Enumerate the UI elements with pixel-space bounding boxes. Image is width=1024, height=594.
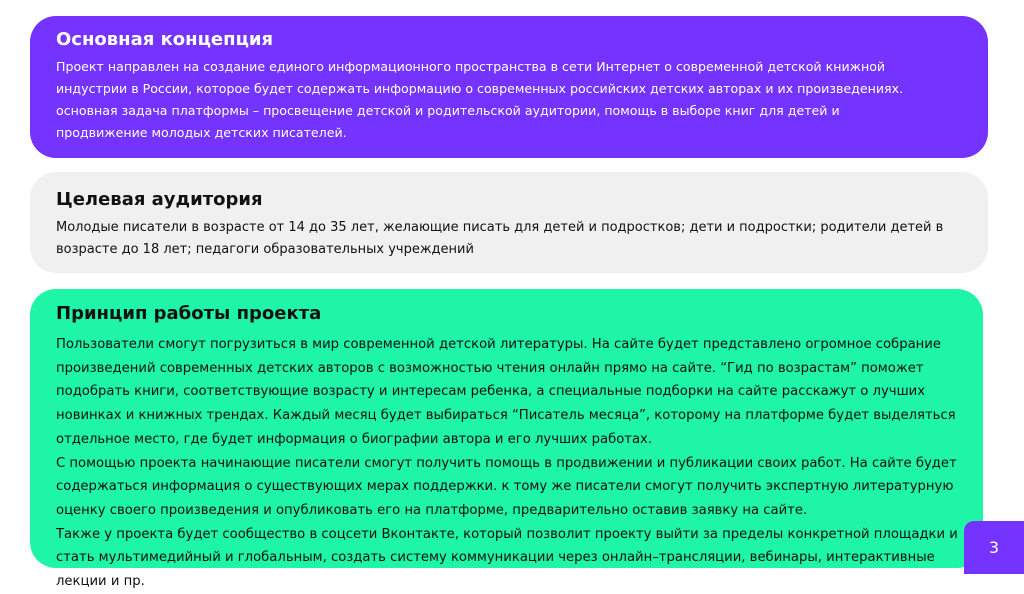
page-number-badge — [964, 521, 1024, 574]
principle-title: Принцип работы проекта — [56, 303, 322, 324]
page-number: 3 — [988, 538, 1000, 557]
principle-text: Пользователи смогут погрузиться в мир современной детской литературы. На сайте будет представлено огромное собрание произведений современных детских авторов с возможностью чтения онлайн прямо на сайте. “Гид по возрастам” поможет подобрать книги, соответствующие возрасту и интересам ребенка, а специальные подборки на сайте расскажут о лучших новинках и книжных трендах. Каждый месяц будет выбираться “Писатель месяца”, которому на платформе будет выделяться отдельное место, где будет информация о биографии автора и его лучших работах. С помощью проекта начинающие писатели смогут получить помощь в продвижении и публикации своих работ. На сайте будет содержаться информация о существующих мерах поддержки. к тому же писатели смогут получить экспертную литературную оценку своего произведения и опубликовать его на платформе, предварительно оставив заявку на сайте. Также у проекта будет сообщество в соцсети Вконтакте, который позволит проекту выйти за пределы конкретной площадки и стать мультимедийный и глобальным, создать систему коммуникации через онлайн–трансляции, вебинары, интерактивные лекции и пр. — [56, 337, 958, 590]
concept-title: Основная концепция — [56, 29, 274, 50]
audience-card — [30, 172, 988, 273]
principle-card — [30, 289, 983, 590]
concept-card — [30, 16, 988, 158]
concept-text: Проект направлен на создание единого информационного пространства в сети Интернет о современной детской книжной индустрии в России, которое будет содержать информацию о современных российских детских авторах и их произведениях. основная задача платформы – просвещение детской и родительской аудитории, помощь в выборе книг для детей и продвижение молодых детских писателей. — [56, 59, 904, 140]
audience-title: Целевая аудитория — [56, 189, 263, 210]
audience-text: Молодые писатели в возрасте от 14 до 35 лет, желающие писать для детей и подростков; дети и подростки; родители детей в возрасте до 18 лет; педагоги образовательных учреждений — [56, 220, 944, 257]
